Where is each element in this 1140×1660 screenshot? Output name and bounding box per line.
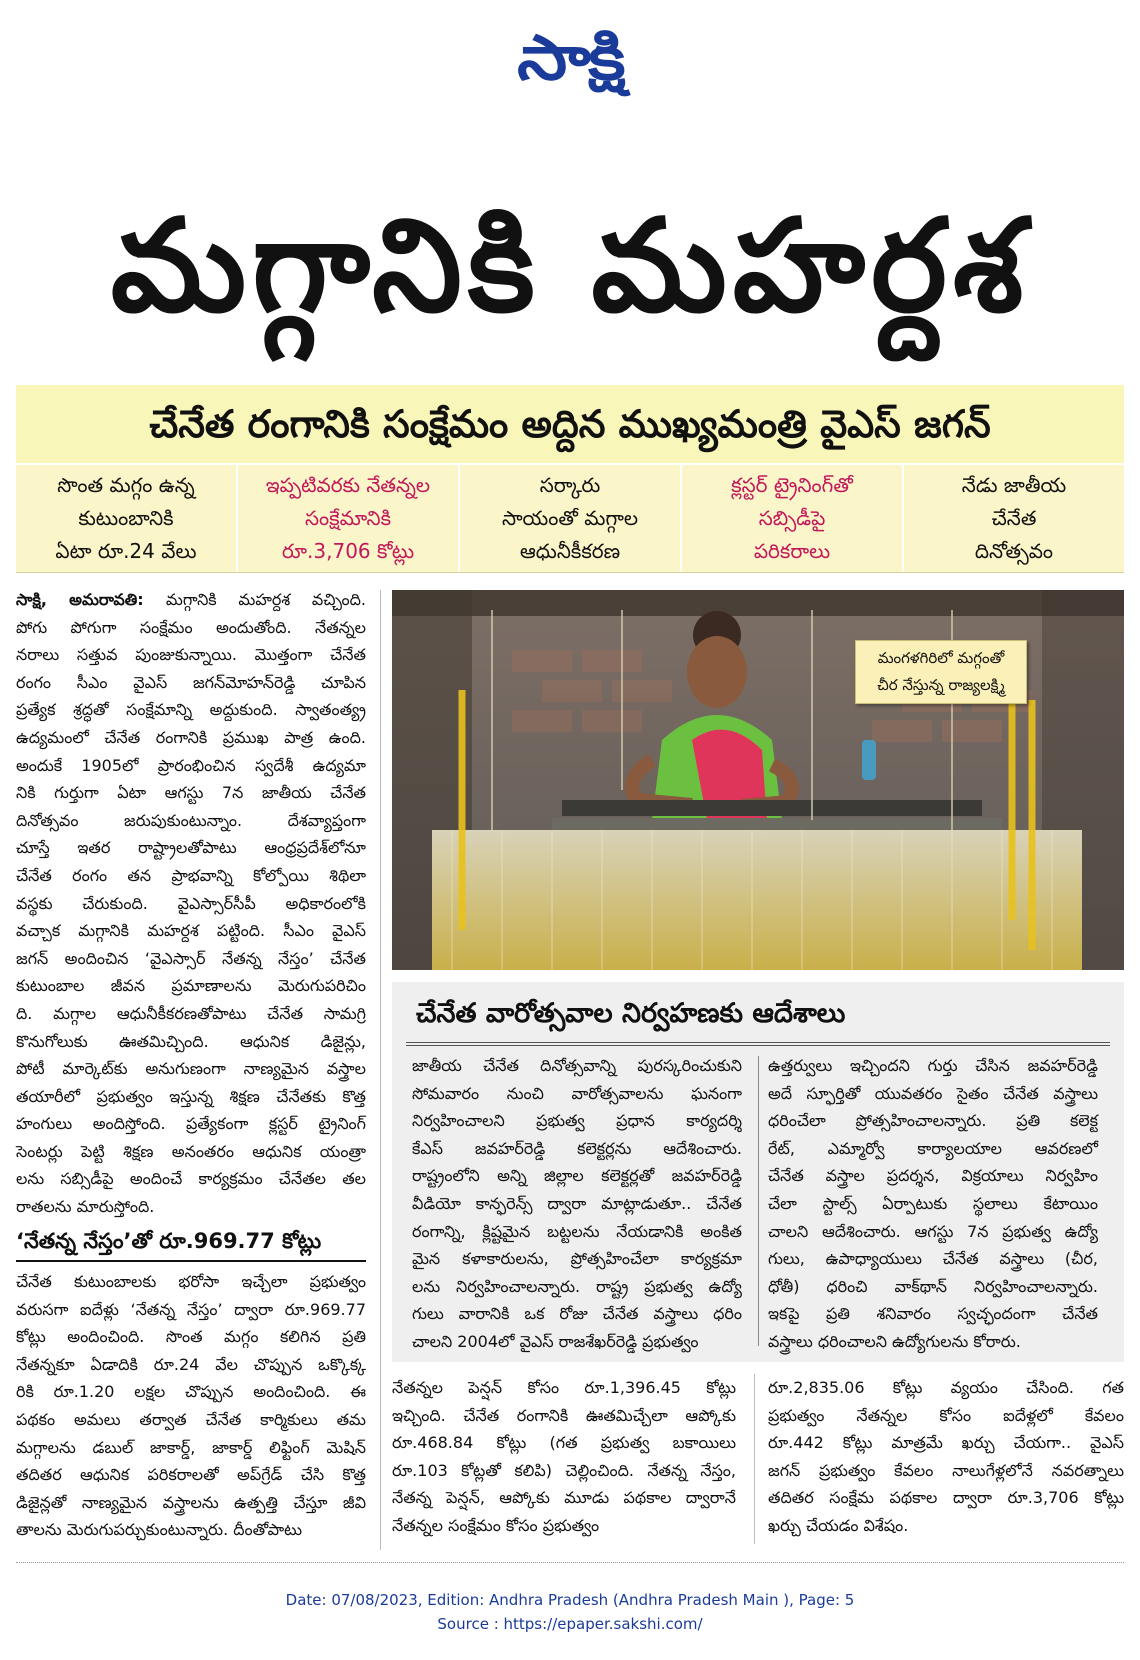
text-line: చాలని 2004లో వైఎస్‌ రాజశేఖర్‌రెడ్డి ప్రభుత్వం (412, 1331, 699, 1351)
box-title-rule-2 (406, 1045, 1110, 1046)
text-line: ఇకపై ప్రతి శనివారం స్వచ్ఛందంగా చేనేత (768, 1304, 1098, 1324)
article-column-left (16, 586, 367, 1217)
text-line: రంగాన్ని, క్లిష్టమైన బట్టలను నేయడానికి అంకిత (412, 1221, 742, 1241)
text-line: అదే స్ఫూర్తితో యువతరం సైతం చేనేత వస్త్రాలు (768, 1083, 1098, 1103)
text-line: తదితర ఆధునిక పరికరాలతో అప్‌గ్రేడ్‌ చేసి కొత్త (16, 1465, 366, 1485)
text-line: నేతన్న పెన్షన్, ఆప్కోకు మూడు పథకాల ద్వారానే (392, 1488, 736, 1508)
text-line: పోటీ మార్కెట్‌కు అనుగుణంగా నాణ్యమైన వస్త్రాల (16, 1059, 366, 1079)
highlight-item (682, 465, 904, 572)
text-line (16, 586, 366, 614)
subhead-rule (16, 1260, 366, 1262)
text-line: చేనేత వస్త్రాల ప్రదర్శన, విక్రయాలు నిర్వహిం (768, 1166, 1098, 1186)
text-line: జగన్‌ ప్రభుత్వం కేవలం నాలుగేళ్లలోనే నవరత్నాలు (768, 1460, 1124, 1480)
text-line: రేట్, ఎమ్మార్వో కార్యాలయాల ఆవరణలో (768, 1138, 1098, 1158)
highlight-item (16, 465, 238, 572)
text-line: ధోతీ) ధరించి వాక్‌థాన్‌ నిర్వహించాలన్నారు. (768, 1276, 1098, 1296)
text-line: హంగులు అందిస్తోంది. ప్రత్యేకంగా క్లస్టర్‌ ట్రైనింగ్‌ (16, 1114, 366, 1134)
sidebar-box (392, 982, 1124, 1362)
text-line: డిజైన్లతో నాణ్యమైన వస్త్రాలను ఉత్పత్తి చేస్తూ జీవి (16, 1492, 366, 1512)
text-line: పథకం అమలు తర్వాత చేనేత కార్మికులు తమ (16, 1409, 366, 1429)
box-column-1 (412, 1052, 742, 1356)
article-column-bottom-1 (392, 1374, 736, 1544)
text-line: చాలని ఆదేశించారు. ఆగస్టు 7న ప్రభుత్వ ఉద్యో (768, 1221, 1098, 1241)
text-line: రూ.103 కోట్లతో కలిపి) చెల్లించింది. నేతన్న నేస్తం, (392, 1460, 736, 1480)
highlight-line: ఏటా రూ.24 వేలు (55, 539, 197, 563)
text-line: రూ.442 కోట్లు మాత్రమే ఖర్చు చేయగా.. వైఎస్‌ (768, 1433, 1124, 1453)
photo-caption (855, 640, 1027, 704)
highlight-line: చేనేత (991, 506, 1037, 530)
highlight-line: పరికరాలు (753, 539, 831, 563)
caption-line: మంగళగిరిలో మగ్గంతో (877, 649, 1005, 667)
text-line: పోగు పోగుగా సంక్షేమం అందుతోంది. నేతన్నల (16, 617, 366, 637)
text-line: ఉద్యమంలో చేనేత రంగానికి ప్రముఖ పాత్ర ఉంది. (16, 727, 366, 747)
text-line: లను సబ్సిడీపై అందించే కార్యక్రమం చేనేతల తల (16, 1169, 366, 1189)
text-line: ఉత్తర్వులు ఇచ్చిందని గుర్తు చేసిన జవహర్‌రెడ్డి (768, 1056, 1098, 1075)
section-subhead: ‘నేతన్న నేస్తం’తో రూ.969.77 కోట్లు (16, 1229, 322, 1253)
text-line: సోమవారం నుంచి వారోత్సవాలను ఘనంగా (412, 1083, 742, 1103)
text-line: రాష్ట్రంలోని అన్ని జిల్లాల కలెక్టర్లతో జవహర్‌రెడ్డి (412, 1166, 742, 1186)
highlight-line: ఆధునీకీకరణ (519, 539, 621, 563)
text-line: నేతన్నకూ ఏడాదికి రూ.24 వేల చొప్పున ఒక్కొక్క (16, 1354, 366, 1374)
text-line: వస్థకు చేరుకుంది. వైఎస్సార్‌సీపీ అధికారంలోకి (16, 893, 366, 913)
text-line: నరాలు సత్తువ పుంజుకున్నాయి. మొత్తంగా చేనేత (16, 645, 366, 665)
text-line: మైన కళాకారులను, ప్రోత్సహించేలా కార్యక్రమా (412, 1249, 742, 1269)
highlight-line: సాయంతో మగ్గాల (501, 506, 639, 530)
highlight-line: సొంత మగ్గం ఉన్న (57, 473, 195, 497)
article-column-bottom-2 (768, 1374, 1124, 1544)
caption-line: చీర నేస్తున్న రాజ్యలక్ష్మి (877, 676, 1005, 694)
text-line: జగన్‌ అందించిన ‘వైఎస్సార్‌ నేతన్న నేస్తం’ చేనేత (16, 948, 366, 968)
masthead (0, 18, 1140, 98)
text-line: సెంటర్లు పెట్టి శిక్షణ అనంతరం ఆధునిక యంత్రా (16, 1141, 366, 1161)
column-divider (380, 590, 381, 1550)
main-headline: మగ్గానికి మహర్దశ (110, 192, 1030, 341)
text-line-content: మగ్గానికి మహర్దశ వచ్చింది. (165, 590, 367, 609)
highlight-item (238, 465, 460, 572)
text-line: వస్త్రాలు ధరించాలని ఉద్యోగులను కోరారు. (768, 1331, 1021, 1351)
highlight-line: క్లస్టర్‌ ట్రైనింగ్‌తో (731, 473, 853, 497)
text-line: అందుకే 1905లో ప్రారంభించిన స్వదేశీ ఉద్యమా (16, 755, 366, 775)
text-line: కుటుంబాల జీవన ప్రమాణాలను మెరుగుపరిచిం (16, 976, 366, 996)
highlight-item (460, 465, 682, 572)
column-divider-bottom (754, 1374, 755, 1544)
text-line: తయారీలో ప్రభుత్వం ఇస్తున్న శిక్షణ చేనేతకు కొత్త (16, 1086, 366, 1106)
box-title: చేనేత వారోత్సవాల నిర్వహణకు ఆదేశాలు (416, 998, 846, 1029)
text-line: రంగం సీఎం వైఎస్‌ జగన్‌మోహన్‌రెడ్డి చూపిన (16, 672, 366, 692)
text-line: కోట్లు అందించింది. సొంత మగ్గం కలిగిన ప్రతి (16, 1327, 366, 1347)
text-line: ప్రభుత్వం నేతన్నల కోసం ఐదేళ్లలో కేవలం (768, 1405, 1124, 1425)
footer-source: Source : https://epaper.sakshi.com/ (437, 1615, 703, 1633)
highlight-line: ఇప్పటివరకు నేతన్నల (265, 473, 431, 497)
text-line: జాతీయ చేనేత దినోత్సవాన్ని పురస్కరించుకుని (412, 1056, 742, 1075)
text-line: ఇచ్చింది. చేనేత రంగానికి ఊతమిచ్చేలా ఆప్కోకు (392, 1405, 736, 1425)
highlight-line: సబ్సిడీపై (758, 506, 826, 530)
text-line: లను నిర్వహించాలన్నారు. రాష్ట్ర ప్రభుత్వ ఉద్యో (412, 1276, 742, 1296)
text-line: తాలను మెరుగుపర్చుకుంటున్నారు. దీంతోపాటు (16, 1520, 303, 1540)
epaper-footer (0, 1588, 1140, 1636)
highlight-line: నేడు జాతీయ (961, 473, 1067, 497)
text-line: రికి రూ.1.20 లక్షల చొప్పున అందించింది. ఈ (16, 1382, 366, 1402)
text-line: రూ.2,835.06 కోట్లు వ్యయం చేసింది. గత (768, 1378, 1124, 1397)
highlight-line: సర్కారు (539, 473, 601, 497)
text-line: చూస్తే ఇతర రాష్ట్రాలతోపాటు ఆంధ్రప్రదేశ్‌లోనూ (16, 838, 366, 858)
highlight-line: సంక్షేమానికి (304, 506, 392, 530)
footer-date-edition: Date: 07/08/2023, Edition: Andhra Pradesh (Andhra Pradesh Main ), Page: 5 (285, 1591, 855, 1609)
text-line: వరుసగా ఐదేళ్లు ‘నేతన్న నేస్తం’ ద్వారా రూ.969.77 (16, 1299, 366, 1319)
text-line: ప్రత్యేక శ్రద్ధతో సంక్షేమాన్ని అద్దుకుంది. స్వాతంత్య్ర (16, 700, 366, 720)
text-line: కేఎస్‌ జవహర్‌రెడ్డి కలెక్టర్లను ఆదేశించారు. (412, 1138, 742, 1158)
text-line: కొనుగోలుకు ఊతమిచ్చింది. ఆధునిక డిజైన్లు, (16, 1031, 366, 1051)
text-line: మగ్గాలను డబుల్‌ జాకార్డ్, జాకార్డ్‌ లిఫ్టింగ్‌ మెషిన్‌ (16, 1437, 366, 1457)
text-line: చేనేత కుటుంబాలకు భరోసా ఇచ్చేలా ప్రభుత్వం (16, 1272, 366, 1291)
sub-headline: చేనేత రంగానికి సంక్షేమం అద్దిన ముఖ్యమంత్రి వైఎస్‌ జగన్‌ (16, 385, 1124, 463)
highlight-item (904, 465, 1124, 572)
text-line: ఖర్చు చేయడం విశేషం. (768, 1515, 909, 1535)
highlight-line: దినోత్సవం (974, 539, 1054, 563)
text-line: గులు, ఉపాధ్యాయులు చేనేత వస్త్రాలు (చీర, (768, 1249, 1098, 1269)
text-line: ధరించేలా ప్రోత్సహించాలన్నారు. ప్రతి కలెక్ట (768, 1111, 1098, 1131)
text-line: నిర్వహించాలని ప్రభుత్వ ప్రధాన కార్యదర్శి (412, 1111, 742, 1131)
box-column-2 (768, 1052, 1098, 1356)
sakshi-logo: సాక్షి (516, 21, 624, 94)
text-line: రాతలను మారుస్తోంది. (16, 1197, 155, 1217)
text-line: వచ్చాక మగ్గానికి మహర్దశ పట్టింది. సీఎం వైఎస్‌ (16, 921, 366, 941)
text-line: చేనేత రంగం తన ప్రాభవాన్ని కోల్పోయి శిథిలా (16, 865, 366, 885)
highlight-line: కుటుంబానికి (78, 506, 174, 530)
text-line: నికి గుర్తుగా ఏటా ఆగస్టు 7న జాతీయ చేనేత (16, 783, 366, 803)
text-line: వీడియో కాన్ఫరెన్స్‌ ద్వారా మాట్లాడుతూ.. చేనేత (412, 1193, 742, 1213)
dateline: సాక్షి, అమరావతి: (16, 590, 166, 609)
highlights-strip (16, 465, 1124, 573)
page-bottom-rule (16, 1562, 1124, 1563)
text-line: గులు వారానికి ఒక రోజు చేనేత వస్త్రాలు ధరిం (412, 1304, 742, 1324)
box-column-divider (758, 1056, 759, 1346)
article-column-left-2 (16, 1268, 366, 1548)
text-line: చేలా స్టాల్స్‌ ఏర్పాటుకు స్థలాలు కేటాయిం (768, 1193, 1098, 1213)
text-line: రూ.468.84 కోట్లు (గత ప్రభుత్వ బకాయిలు (392, 1433, 736, 1453)
text-line: ది. మగ్గాల ఆధునీకీకరణతోపాటు చేనేత సామగ్రి (16, 1003, 366, 1023)
text-line: తదితర సంక్షేమ పథకాల ద్వారా రూ.3,706 కోట్లు (768, 1488, 1124, 1508)
text-line: నేతన్నల సంక్షేమం కోసం ప్రభుత్వం (392, 1515, 600, 1535)
text-line: నేతన్నల పెన్షన్‌ కోసం రూ.1,396.45 కోట్లు (392, 1378, 736, 1397)
highlight-line: రూ.3,706 కోట్లు (281, 539, 415, 563)
text-line: దినోత్సవం జరుపుకుంటున్నాం. దేశవ్యాప్తంగా (16, 810, 366, 830)
box-title-rule (406, 1042, 1110, 1043)
